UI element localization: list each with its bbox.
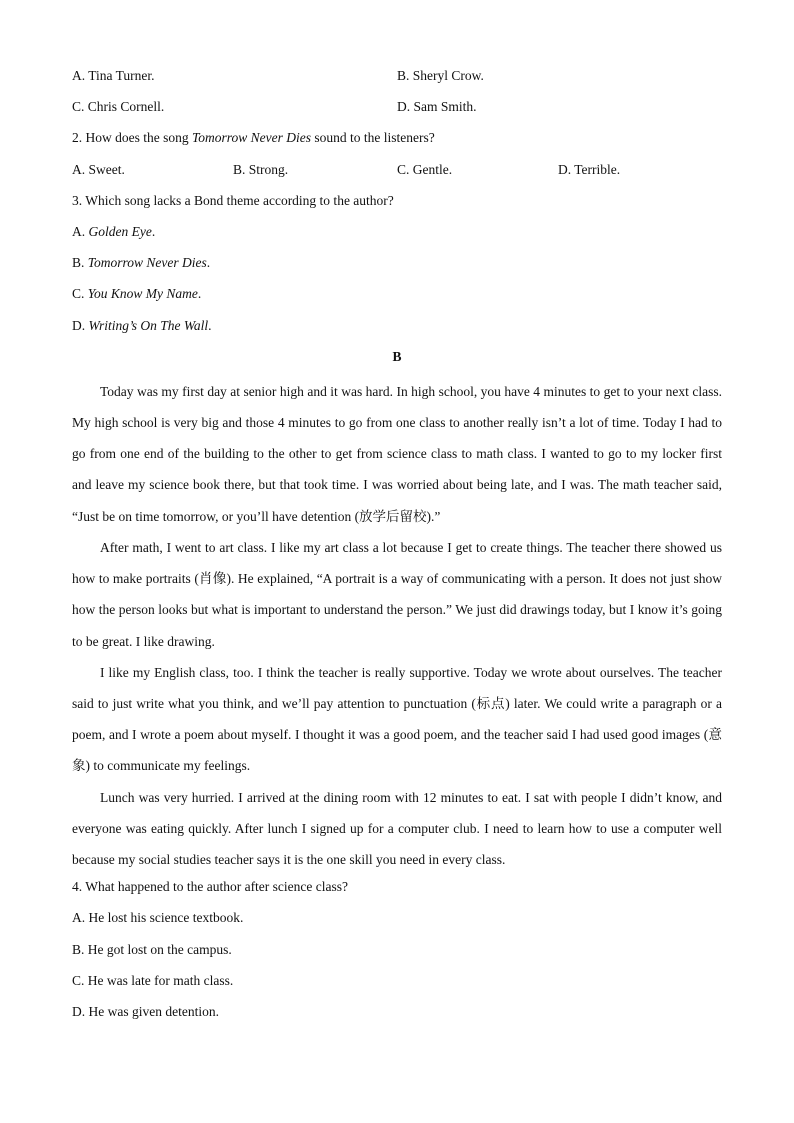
q3-stem: 3. Which song lacks a Bond theme according to the author?: [72, 192, 394, 208]
passage-paragraph-1: Today was my first day at senior high and it was hard. In high school, you have 4 minutes to get to your next class. My high school is very big and those 4 minutes to go from one class to another really isn’t a lot of time. Today I had to go from one end of the building to the other to get from science class to math class. I wanted to go to my locker first and leave my science book there, but that took time. I was worried about being late, and I was. The math teacher said, “Just be on time tomorrow, or you’ll have detention (放学后留校).”: [72, 383, 722, 524]
exam-page: [72, 64, 722, 1031]
q4-option-b: B. He got lost on the campus.: [72, 941, 232, 957]
q1-option-d: D. Sam Smith.: [397, 99, 477, 115]
section-heading: B: [392, 348, 402, 364]
q2-option-c: C. Gentle.: [397, 161, 453, 177]
q2-option-d: D. Terrible.: [558, 161, 621, 177]
q1-options-row-2: [72, 95, 722, 126]
q3-option-letter: B.: [72, 255, 88, 271]
q4-option-d: D. He was given detention.: [72, 1003, 219, 1019]
q2-stem-prefix: 2. How does the song: [72, 130, 192, 146]
q1-options-row-1: [72, 64, 722, 95]
passage-paragraph-2: After math, I went to art class. I like my art class a lot because I get to create things. The teacher there showed us how to make portraits (肖像). He explained, “A portrait is a way of communicating with a person. It does not just show how the person looks but what is important to understand the person.” We just did drawings today, but I know it’s going to be great. I like drawing.: [72, 539, 722, 649]
q3-option-letter: D.: [72, 317, 89, 333]
q3-option-end: .: [206, 255, 211, 271]
q2-option-a: A. Sweet.: [72, 161, 125, 177]
q1-option-b: B. Sheryl Crow.: [397, 68, 484, 83]
q3-option-a: [72, 220, 722, 251]
q2-options-row: [72, 158, 722, 189]
q3-option-letter: A.: [72, 223, 89, 239]
q1-option-c: C. Chris Cornell.: [72, 99, 165, 115]
q3-option-b: [72, 251, 722, 282]
q3-option-title: Tomorrow Never Dies: [87, 255, 207, 271]
q2-song-title: Tomorrow Never Dies: [192, 130, 312, 146]
q1-option-a: A. Tina Turner.: [72, 68, 155, 83]
q3-option-c: [72, 282, 722, 313]
q2-stem: [72, 126, 722, 157]
q4-option-c: C. He was late for math class.: [72, 972, 234, 988]
passage-paragraph-4: Lunch was very hurried. I arrived at the dining room with 12 minutes to eat. I sat with people I didn’t know, and everyone was eating quickly. After lunch I signed up for a computer club. I need to learn how to use a computer well because my social studies teacher says it is the one skill you need in every class.: [72, 789, 722, 867]
q2-option-b: B. Strong.: [233, 161, 289, 177]
passage: [72, 376, 722, 875]
q4-stem: 4. What happened to the author after science class?: [72, 879, 349, 895]
q3-option-title: Writing’s On The Wall: [88, 317, 209, 333]
q3-option-end: .: [197, 286, 202, 302]
q3-option-title: Golden Eye: [88, 223, 152, 239]
q4-option-a: A. He lost his science textbook.: [72, 910, 244, 926]
q3-option-d: [72, 314, 722, 345]
q3-option-title: You Know My Name: [87, 286, 198, 302]
q3-option-end: .: [151, 223, 156, 239]
q3-option-end: .: [208, 317, 212, 333]
q2-stem-suffix: sound to the listeners?: [311, 130, 435, 146]
passage-paragraph-3: I like my English class, too. I think the teacher is really supportive. Today we wrote about ourselves. The teacher said to just write what you think, and we’ll pay attention to punctuation (标点) later. We could write a paragraph or a poem, and I wrote a poem about myself. I thought it was a good poem, and the teacher said I had used good images (意象) to communicate my feelings.: [72, 664, 722, 774]
q3-option-letter: C.: [72, 286, 88, 302]
